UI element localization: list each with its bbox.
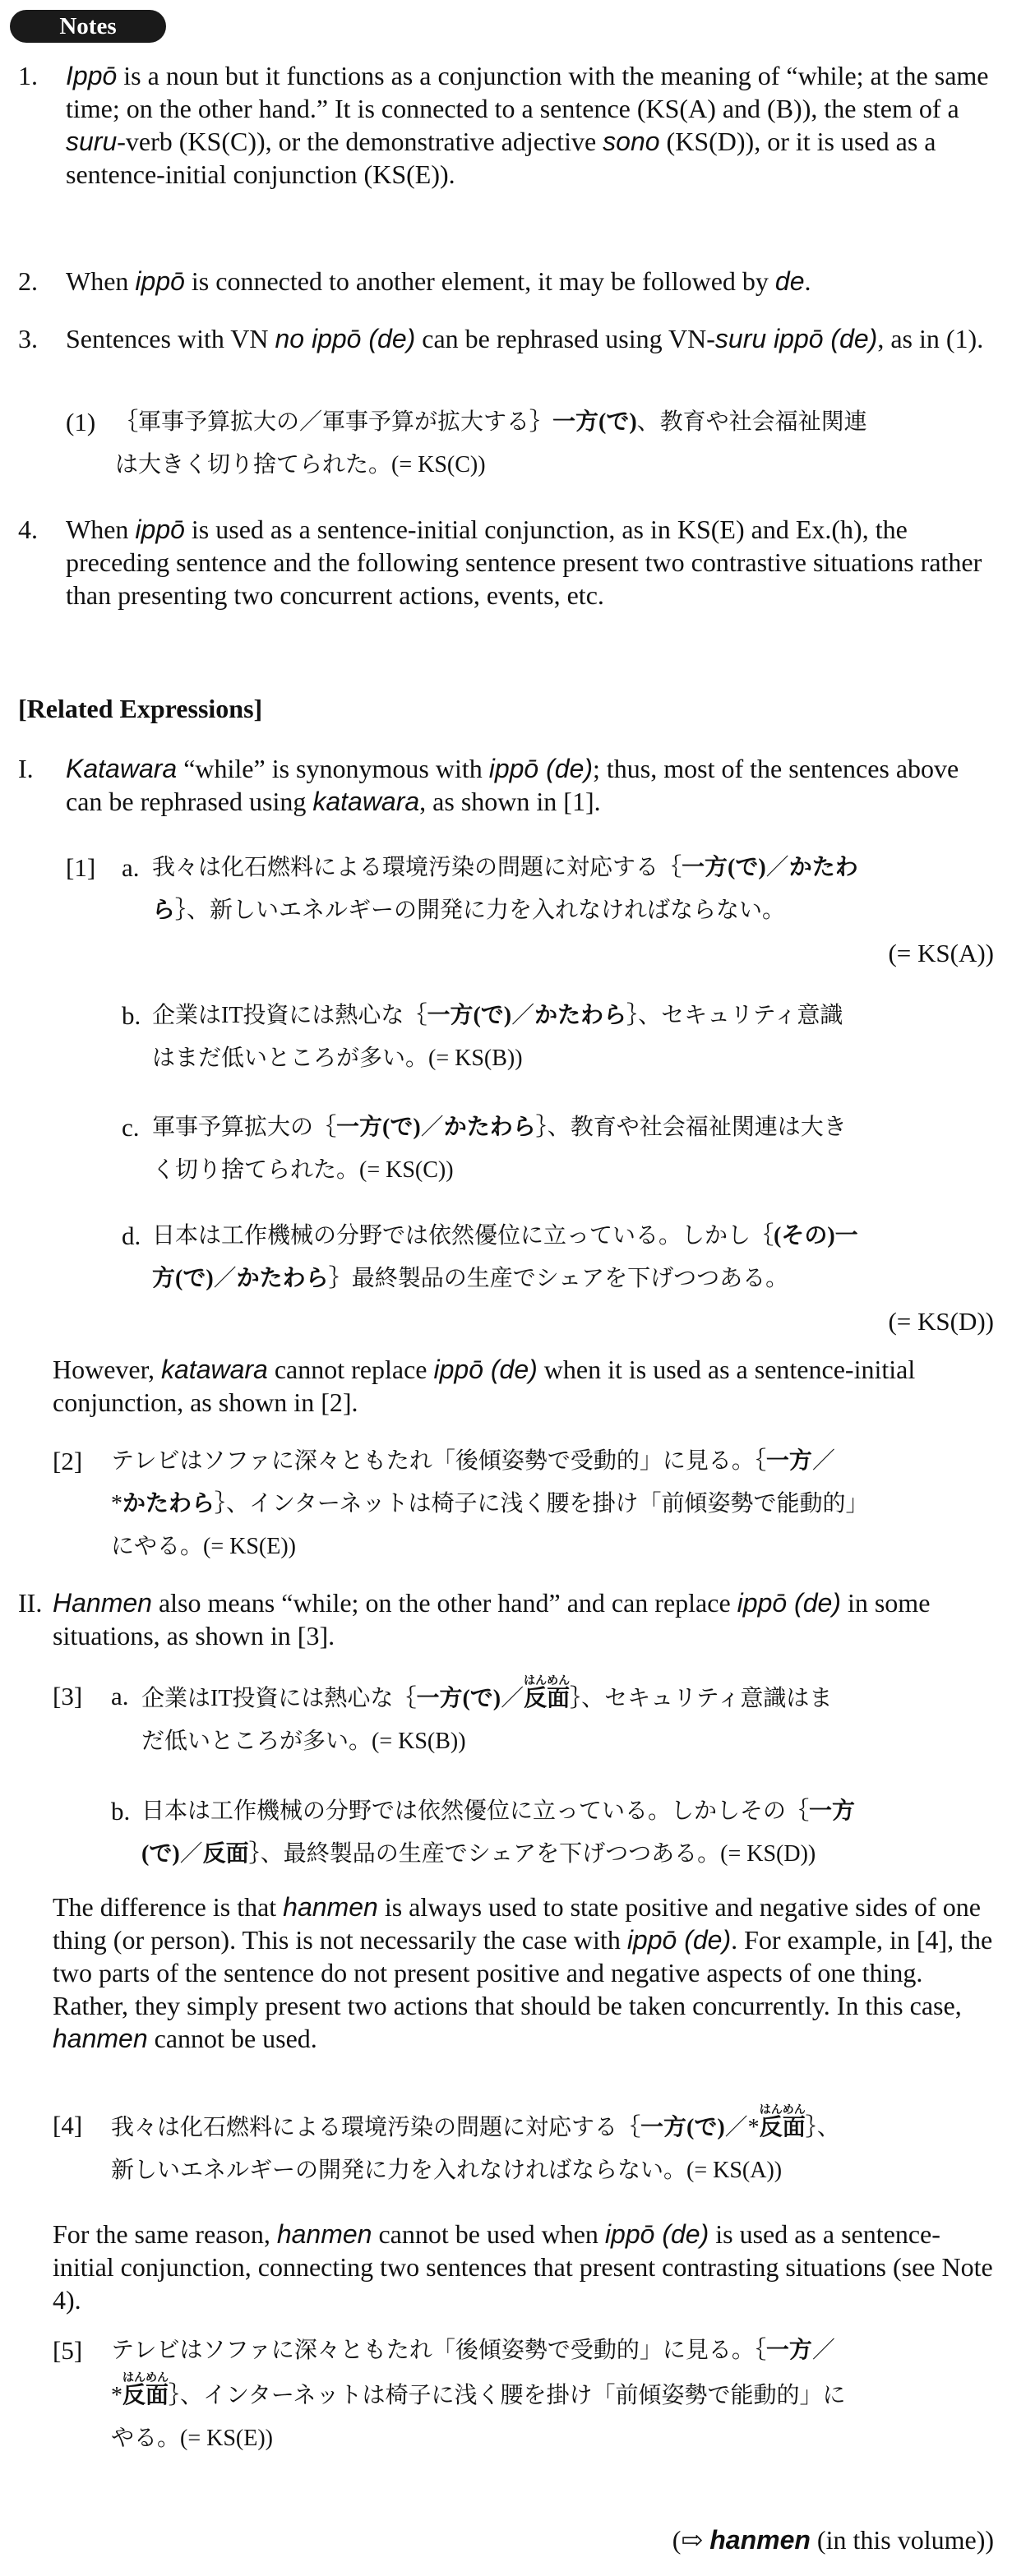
example-letter: c. [122,1113,140,1142]
example-1d: 日本は工作機械の分野では依然優位に立っている。しかし｛(その)一 方(で)／かたわら｝最終製品の生産でシェアを下げつつある。 [152,1223,858,1291]
example-1c: 軍事予算拡大の｛一方(で)／かたわら｝、教育や社会福祉関連は大き く切り捨てられた。(= KS(C)) [152,1115,847,1183]
related-2-same-reason: For the same reason, hanmen cannot be used when ippō (de) is used as a sentence-initial conjunction, connecting two sentences that present contrasting situations (see Note 4). [53,2219,993,2315]
cross-reference: (= KS(A)) [888,939,994,967]
note-3: Sentences with VN no ippō (de) can be rephrased using VN-suru ippō (de), as in (1). [66,324,984,353]
related-1-intro: Katawara “while” is synonymous with ippō (de); thus, most of the sentences above can be rephrased using katawara, as shown in [1]. [66,754,959,816]
example-letter: b. [111,1797,131,1826]
notes-badge: Notes [10,10,166,43]
related-expressions-heading: [Related Expressions] [18,694,263,723]
example-letter: a. [122,853,140,882]
section-number: I. [18,754,34,783]
example-3b: 日本は工作機械の分野では依然優位に立っている。しかしその｛一方 (で)／反面｝、最終製品の生産でシェアを下げつつある。(= KS(D)) [141,1798,856,1867]
example-5: テレビはソファに深々ともたれ「後傾姿勢で受動的」に見る。｛一方／ *反面はんめん｝、インターネットは椅子に浅く腰を掛け「前傾姿勢で能動的」に やる。(= KS(E)) [111,2338,846,2451]
note-2: When ippō is connected to another element, it may be followed by de. [66,266,811,296]
example-label: [1] [66,853,96,882]
example-label: [2] [53,1447,83,1475]
example-letter: d. [122,1221,141,1250]
section-number: II. [18,1588,43,1618]
note-1: Ippō is a noun but it functions as a conjunction with the meaning of “while; at the same time; on the other hand.” It is connected to a sentence (KS(A) and (B)), the stem of a suru-verb (KS(C)), or the demonstrative adjective sono (KS(D)), or it is used as a sentence-initial conjunction (KS(E)). [66,61,989,189]
related-1-however: However, katawara cannot replace ippō (de) when it is used as a sentence-initial conjunction, as shown in [2]. [53,1355,916,1417]
note-4: When ippō is used as a sentence-initial conjunction, as in KS(E) and Ex.(h), the preceding sentence and the following sentence present two contrastive situations rather than presenting two concurrent actions, events, etc. [66,515,982,610]
example-4: 我々は化石燃料による環境汚染の問題に対応する｛一方(で)／*反面はんめん｝、 新しいエネルギーの開発に力を入れなければならない。(= KS(A)) [111,2104,840,2183]
note-number: 1. [18,61,38,90]
example-3a: 企業はIT投資には熱心な｛一方(で)／反面はんめん｝、セキュリティ意識はま だ低いところが多い。(= KS(B)) [141,1675,833,1754]
example-1a: 我々は化石燃料による環境汚染の問題に対応する｛一方(で)／かたわ ら｝、新しいエネルギーの開発に力を入れなければならない。 [152,855,858,923]
example-2: テレビはソファに深々ともたれ「後傾姿勢で受動的」に見る。｛一方／ *かたわら｝、インターネットは椅子に浅く腰を掛け「前傾姿勢で能動的」 にやる。(= KS(E)) [111,1448,869,1559]
example-label: [5] [53,2336,83,2365]
example-label: [3] [53,1682,83,1710]
note-number: 3. [18,324,38,353]
note-number: 4. [18,515,38,544]
example-letter: b. [122,1001,141,1030]
related-2-intro: Hanmen also means “while; on the other hand” and can replace ippō (de) in some situations, as shown in [3]. [53,1588,931,1650]
example-1: ｛軍事予算拡大の／軍事予算が拡大する｝一方(で)、教育や社会福祉関連 は大きく切り捨てられた。(= KS(C)) [115,409,867,478]
related-2-difference: The difference is that hanmen is always used to state positive and negative sides of one thing (or person). This is not necessarily the case with ippō (de). For example, in [4], the two parts of the sentence do not present positive and negative aspects of one thing. Rather, they simply present two actions that should be taken concurrently. In this case, hanmen cannot be used. [53,1892,993,2053]
example-label: [4] [53,2111,83,2140]
example-letter: a. [111,1682,129,1710]
example-label: (1) [66,408,96,436]
cross-reference: (= KS(D)) [888,1307,994,1336]
note-number: 2. [18,266,38,296]
see-also-link[interactable]: (⇨ hanmen (in this volume)) [672,2525,994,2555]
example-1b: 企業はIT投資には熱心な｛一方(で)／かたわら｝、セキュリティ意識 はまだ低いところが多い。(= KS(B)) [152,1003,843,1071]
